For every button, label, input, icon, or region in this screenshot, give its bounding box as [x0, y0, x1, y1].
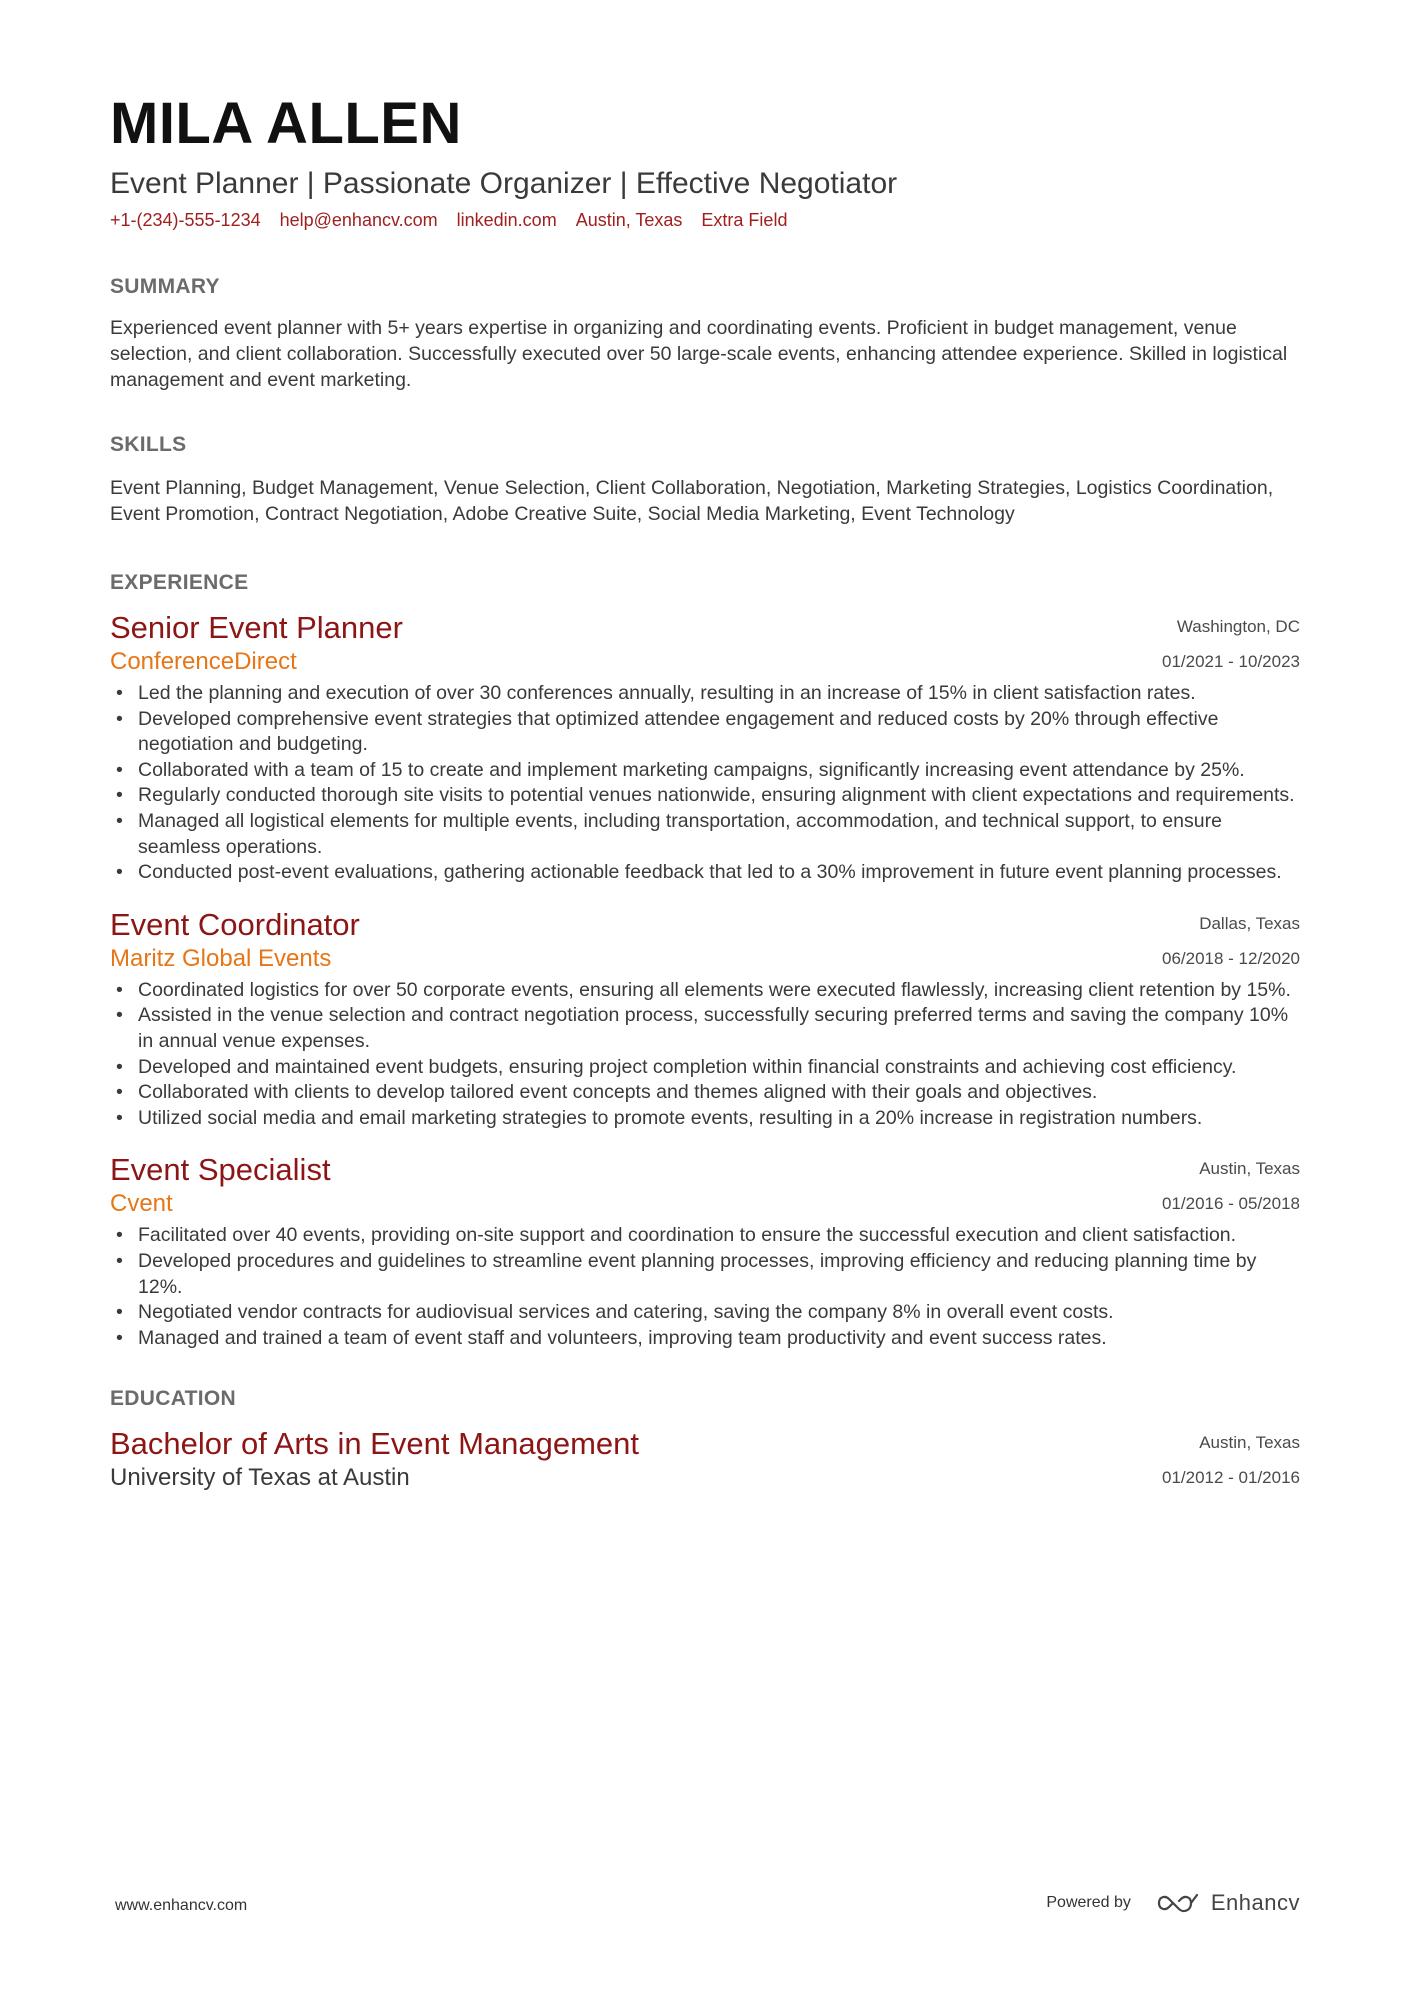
job-company: Maritz Global Events: [110, 944, 332, 972]
job-bullet: • Regularly conducted thorough site visits to potential venues nationwide, ensuring alignment with client expectations and requirements.: [138, 783, 1300, 809]
candidate-name: MILA ALLEN: [110, 91, 462, 156]
education-location: Austin, Texas: [1199, 1433, 1300, 1453]
education-section: [110, 1387, 1300, 1497]
job-bullet: • Facilitated over 40 events, providing on-site support and coordination to ensure the successful execution and client satisfaction.: [138, 1223, 1300, 1249]
job-bullets: [110, 978, 1300, 1132]
job-bullet: • Collaborated with a team of 15 to create and implement marketing campaigns, significantly increasing event attendance by 25%.: [138, 758, 1300, 784]
skills-title: SKILLS: [110, 433, 187, 456]
job-bullet: • Led the planning and execution of over 30 conferences annually, resulting in an increase of 15% in client satisfaction rates.: [138, 681, 1300, 707]
job-bullets: [110, 1223, 1300, 1351]
resume-header: [110, 0, 1300, 231]
footer-url[interactable]: www.enhancv.com: [115, 1897, 248, 1914]
job-bullet: • Developed comprehensive event strategies that optimized attendee engagement and reduced costs by 20% through effective negotiation and budgeting.: [138, 707, 1300, 758]
education-entry: [110, 1427, 1300, 1497]
brand-link[interactable]: [1155, 1890, 1300, 1916]
job-title: Event Coordinator: [110, 906, 360, 942]
job-bullet: • Collaborated with clients to develop tailored event concepts and themes aligned with their goals and objectives.: [138, 1080, 1300, 1106]
job-company: Cvent: [110, 1190, 173, 1218]
job-header: [110, 1153, 1300, 1223]
experience-section: [110, 571, 1300, 1351]
contact-phone[interactable]: +1-(234)-555-1234: [110, 210, 261, 230]
job-dates: 01/2016 - 05/2018: [1161, 1194, 1300, 1214]
enhancv-logo-icon: [1155, 1891, 1201, 1915]
job-location: Austin, Texas: [1199, 1159, 1300, 1179]
job-location: Dallas, Texas: [1199, 913, 1300, 933]
summary-text: Experienced event planner with 5+ years expertise in organizing and coordinating events. Proficient in budget management, venue selection, and client collaboration. Successfully executed over 50 large-scale events, enhancing attendee experience. Skilled in logistical management and event marketing.: [110, 317, 1288, 391]
contact-linkedin[interactable]: linkedin.com: [456, 210, 557, 230]
job-company: ConferenceDirect: [110, 648, 297, 675]
job-bullet: • Developed procedures and guidelines to streamline event planning processes, improving efficiency and reducing planning time by 12%.: [138, 1249, 1300, 1300]
job-bullet: • Conducted post-event evaluations, gathering actionable feedback that led to a 30% improvement in future event planning processes.: [138, 860, 1300, 886]
education-school: University of Texas at Austin: [110, 1464, 410, 1492]
skills-text: Event Planning, Budget Management, Venue Selection, Client Collaboration, Negotiation, Marketing Strategies, Logistics Coordination, Event Promotion, Contract Negotiation, Adobe Creative Suite, Social Media Marketing, Event Technology: [110, 477, 1274, 525]
contact-extra-field: Extra Field: [701, 210, 788, 230]
job-bullets: [110, 681, 1300, 886]
job-title: Event Specialist: [110, 1152, 331, 1188]
job-header: [110, 611, 1300, 681]
job-title: Senior Event Planner: [110, 610, 403, 645]
page-footer: [110, 1890, 1300, 1920]
job-bullet: • Managed and trained a team of event staff and volunteers, improving team productivity and event success rates.: [138, 1326, 1300, 1352]
skills-section: [110, 433, 1300, 527]
education-title: EDUCATION: [110, 1387, 236, 1411]
job-bullet: • Developed and maintained event budgets, ensuring project completion within financial constraints and achieving cost efficiency.: [138, 1055, 1300, 1081]
brand-name: Enhancv: [1210, 1890, 1300, 1915]
job-bullet: • Utilized social media and email marketing strategies to promote events, resulting in a 20% increase in registration numbers.: [138, 1106, 1300, 1132]
job-bullet: • Coordinated logistics for over 50 corporate events, ensuring all elements were executed flawlessly, increasing client retention by 15%.: [138, 978, 1300, 1004]
job-dates: 01/2021 - 10/2023: [1161, 652, 1300, 671]
experience-title: EXPERIENCE: [110, 571, 249, 594]
job-dates: 06/2018 - 12/2020: [1161, 948, 1300, 968]
summary-section: [110, 275, 1300, 393]
job-header: [110, 908, 1300, 978]
education-dates: 01/2012 - 01/2016: [1161, 1468, 1300, 1488]
job-entry: [110, 611, 1300, 886]
contact-email[interactable]: help@enhancv.com: [279, 210, 438, 230]
job-location: Washington, DC: [1176, 617, 1300, 636]
footer-branding: [1046, 1890, 1300, 1916]
job-bullet: • Assisted in the venue selection and contract negotiation process, successfully securing preferred terms and saving the company 10% in annual venue expenses.: [138, 1003, 1300, 1054]
job-entry: [110, 1153, 1300, 1351]
summary-title: SUMMARY: [110, 275, 220, 298]
job-entry: [110, 908, 1300, 1132]
powered-by-label: Powered by: [1046, 1894, 1131, 1911]
education-degree: Bachelor of Arts in Event Management: [110, 1426, 640, 1462]
contact-list: [110, 210, 1300, 231]
candidate-headline: Event Planner | Passionate Organizer | Effective Negotiator: [110, 167, 898, 200]
job-bullet: • Negotiated vendor contracts for audiovisual services and catering, saving the company 8% in overall event costs.: [138, 1300, 1300, 1326]
contact-location: Austin, Texas: [575, 210, 683, 230]
job-bullet: • Managed all logistical elements for multiple events, including transportation, accommodation, and technical support, to ensure seamless operations.: [138, 809, 1300, 860]
